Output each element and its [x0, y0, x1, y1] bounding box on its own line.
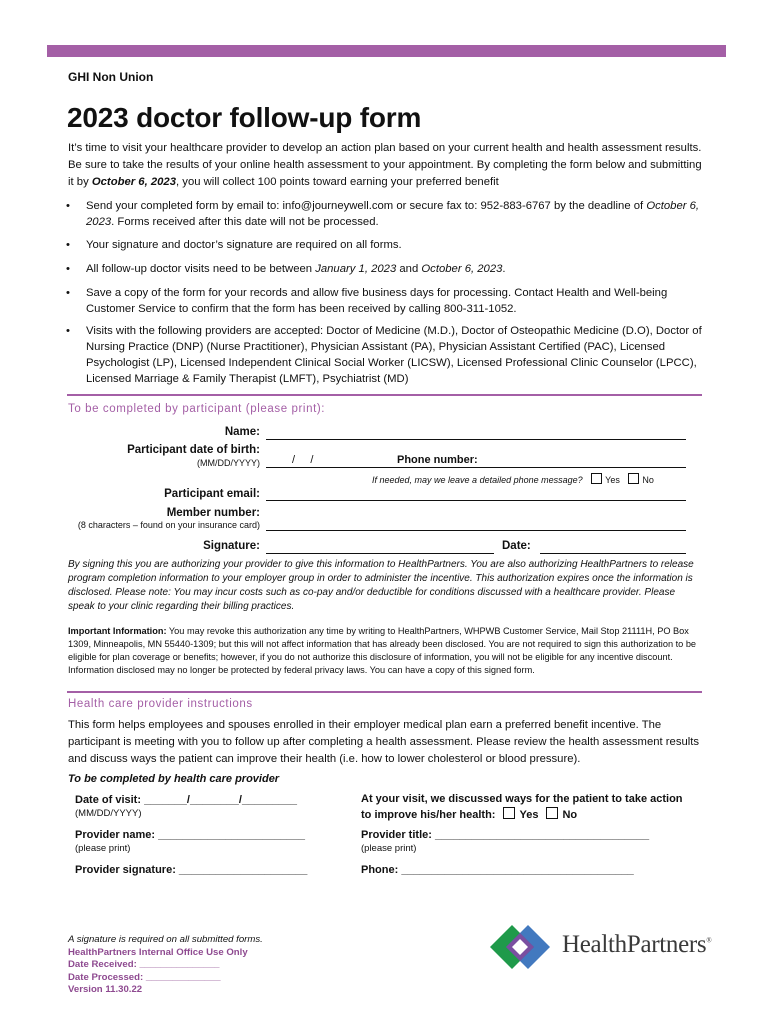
logo-diamond-icon [490, 922, 560, 972]
phone-message-question: If needed, may we leave a detailed phone message? Yes No [372, 475, 654, 485]
discussed-no-checkbox[interactable] [546, 807, 558, 819]
date-field[interactable] [540, 553, 686, 554]
date-processed-field: Date Processed: ______________ [68, 971, 221, 983]
date-of-visit-hint: (MM/DD/YYYY) [75, 808, 142, 819]
date-of-visit-field[interactable]: Date of visit: _______/________/_________ [75, 794, 298, 806]
provider-title-field[interactable]: Provider title: ___________________________________ [361, 829, 650, 841]
date-label: Date: [502, 540, 531, 552]
bullet-save-copy: • Save a copy of the form for your records and allow five business days for processing. Contact Health and Well-being Customer Service to confirm that the form has been received by calling 800-311-1052. [66, 287, 668, 315]
bullet-visit-dates: • All follow-up doctor visits need to be between January 1, 2023 and October 6, 2023. [66, 263, 506, 275]
provider-phone-field[interactable]: Phone: ______________________________________ [361, 864, 634, 876]
member-hint: (8 characters – found on your insurance card) [77, 520, 260, 530]
logo-mark: ® [706, 936, 712, 945]
bullet-providers: • Visits with the following providers are accepted: Doctor of Medicine (M.D.), Doctor of Osteopathic Medicine (D.O), Doctor of Nursing Practice (DNP) (Nurse Practitioner), Physician Assistant (PA), Physician Assistant Certified (PAC), Licensed Psychologist (LP), Licensed Independent Clinical Social Worker (LICSW), Licensed Professional Clinic Counselor (LPCC), Licensed Marriage & Family Therapist (LMFT), Psychiatrist (MD) [66, 325, 702, 385]
authorization-text: By signing this you are authorizing your provider to give this information to HealthPartners. You are also authorizing HealthPartners to release program completion information to your employer group in order to administer the incentive. This authorization expires once the information is disclosed. Please note: You may incur costs such as co-pay and/or deductible for conditions discussed with a healthcare provider. Please speak to your clinic regarding their billing practices. [68, 559, 694, 612]
important-information: Important Information: You may revoke this authorization any time by writing to HealthPartners, WHPWB Customer Service, Mail Stop 21111H, PO Box 1309, Minneapolis, MN 55440-1309; but this will not affect information that has already been disclosed. You are not required to sign this authorization to be eligible for plan coverage or benefits; however, if you do not authorize this disclosure of information, you will not be eligible for any incentive discount. Information disclosed may no longer be protected by federal privacy laws. You can have a copy of this signed form. [68, 626, 697, 675]
signature-note: A signature is required on all submitted forms. [68, 934, 263, 945]
healthpartners-logo [490, 922, 730, 972]
provider-name-hint: (please print) [75, 843, 131, 854]
footer-block [68, 934, 263, 997]
message-yes-label: Yes [605, 475, 620, 485]
version-label: Version 11.30.22 [68, 984, 143, 995]
discussed-line1: At your visit, we discussed ways for the patient to take action [361, 793, 683, 805]
top-accent-bar [47, 45, 726, 57]
phone-label: Phone number: [397, 454, 478, 466]
name-label: Name: [224, 426, 260, 438]
office-use-title: HealthPartners Internal Office Use Only [68, 946, 248, 958]
section-divider [67, 394, 702, 396]
provider-title-hint: (please print) [361, 843, 417, 854]
date-received-field: Date Received: _______________ [68, 959, 220, 970]
discussed-line2: to improve his/her health: Yes No [361, 809, 578, 821]
provider-signature-field[interactable]: Provider signature: _____________________ [75, 864, 308, 876]
provider-section-title: Health care provider instructions [68, 698, 253, 710]
dob-phone-line [266, 467, 686, 468]
bullet-submit: • Send your completed form by email to: info@journeywell.com or secure fax to: 952-883-6767 by the deadline of October 6, 2023. Forms received after this date will not be processed. [66, 200, 700, 228]
page-title: 2023 doctor follow-up form [67, 102, 422, 133]
provider-name-field[interactable]: Provider name: ________________________ [75, 829, 305, 841]
discussed-yes-checkbox[interactable] [503, 807, 515, 819]
message-yes-checkbox[interactable] [591, 473, 602, 484]
member-label: Member number: [166, 507, 260, 519]
intro-paragraph: It’s time to visit your healthcare provider to develop an action plan based on your current health and health assessment results. Be sure to take the results of your online health assessment to your appointment. By completing the form below and submitting it by October 6, 2023, you will collect 100 points toward earning your preferred benefit [68, 142, 702, 188]
dob-format-hint: (MM/DD/YYYY) [197, 458, 260, 468]
bullet-signature: • Your signature and doctor’s signature are required on all forms. [66, 239, 402, 251]
dob-label: Participant date of birth: [127, 444, 260, 456]
email-field[interactable] [266, 500, 686, 501]
logo-text: HealthPartners [562, 931, 707, 958]
signature-label: Signature: [203, 540, 260, 552]
provider-completed-by: To be completed by health care provider [68, 773, 280, 785]
member-field[interactable] [266, 530, 686, 531]
plan-subtitle: GHI Non Union [68, 70, 154, 84]
participant-section-title: To be completed by participant (please print): [68, 403, 326, 415]
provider-instructions: This form helps employees and spouses enrolled in their employer medical plan earn a preferred benefit incentive. The participant is meeting with you to follow up after completing a health assessment. Please review the health assessment results and discuss ways the patient can improve their health (i.e. how to lower cholesterol or blood pressure). [68, 719, 700, 765]
section-divider-2 [67, 691, 702, 693]
name-field[interactable] [266, 439, 686, 440]
message-no-label: No [642, 475, 654, 485]
signature-field[interactable] [266, 553, 494, 554]
dob-field[interactable]: / / [292, 454, 314, 466]
email-label: Participant email: [164, 488, 260, 500]
message-no-checkbox[interactable] [628, 473, 639, 484]
